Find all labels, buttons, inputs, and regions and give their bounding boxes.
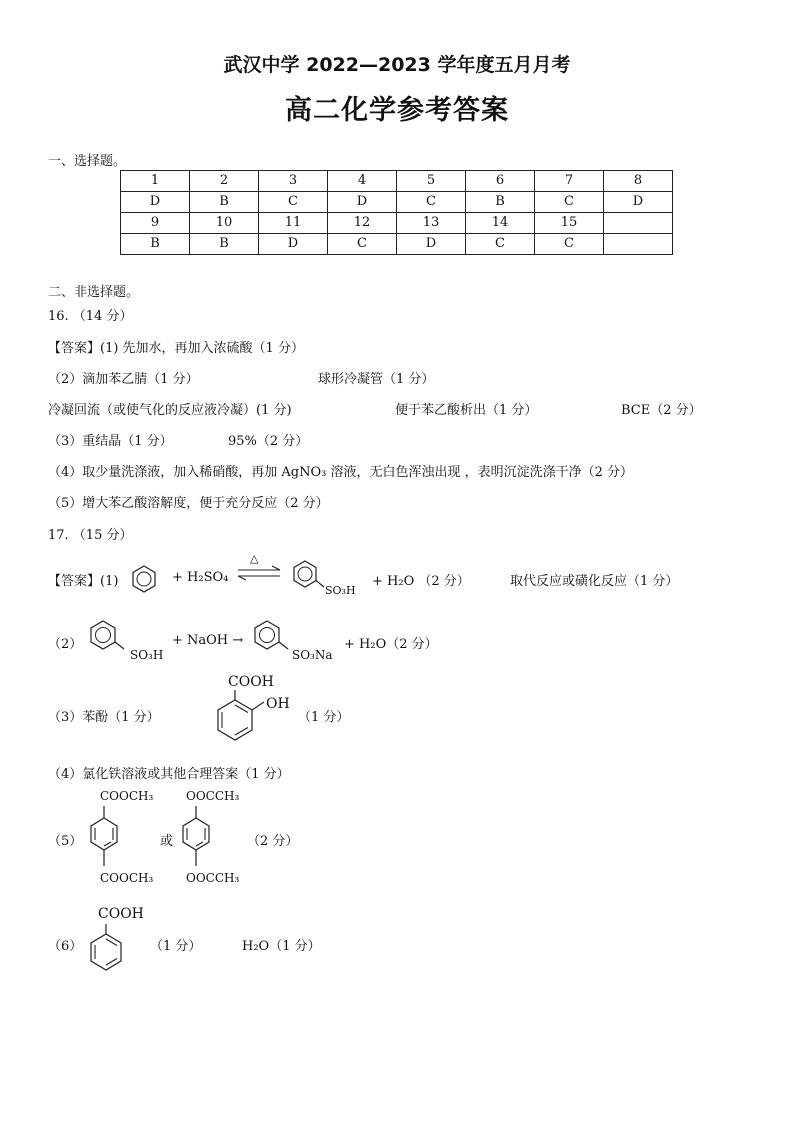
sulfonate-label: SO₃Na xyxy=(292,648,333,662)
q16-answer-3a: （3）重结晶（1 分） xyxy=(48,434,173,449)
sodium-benzenesulfonate-structure xyxy=(252,620,286,660)
q17-answer-2-reagent: + NaOH → xyxy=(172,633,244,648)
table-cell: D xyxy=(328,192,397,213)
q16-answer-2c: 冷凝回流（或使气化的反应液冷凝）(1 分) xyxy=(48,403,292,418)
table-row xyxy=(121,192,673,213)
q16-answer-5: （5）增大苯乙酸溶解度，便于充分反应（2 分） xyxy=(48,496,329,511)
q17-answer-1-reaction-type: 取代反应或磺化反应（1 分） xyxy=(510,574,679,589)
table-cell xyxy=(604,234,673,255)
q17-answer-5-score: （2 分） xyxy=(247,834,299,849)
q17-answer-1-water: + H₂O （2 分） xyxy=(372,574,470,589)
table-cell: B xyxy=(466,192,535,213)
table-row xyxy=(121,171,673,192)
q17-answer-3-score: （1 分） xyxy=(298,710,350,725)
table-cell: 7 xyxy=(535,171,604,192)
dimethyl-terephthalate-structure xyxy=(90,806,120,876)
multiple-choice-answer-table xyxy=(120,170,673,255)
table-cell: D xyxy=(259,234,328,255)
heat-condition: △ xyxy=(250,552,259,565)
table-cell: 6 xyxy=(466,171,535,192)
table-cell: C xyxy=(466,234,535,255)
table-cell: C xyxy=(328,234,397,255)
table-cell: 10 xyxy=(190,213,259,234)
q17-answer-1-prefix: 【答案】(1) xyxy=(48,574,119,589)
exam-title: 武汉中学 2022—2023 学年度五月月考 xyxy=(223,54,571,76)
table-cell: C xyxy=(535,192,604,213)
table-cell: C xyxy=(535,234,604,255)
table-row xyxy=(121,234,673,255)
q17-answer-2-water: + H₂O（2 分） xyxy=(344,637,438,652)
table-cell: B xyxy=(121,234,190,255)
table-cell: 14 xyxy=(466,213,535,234)
table-cell: D xyxy=(604,192,673,213)
q17-header: 17. （15 分） xyxy=(48,528,133,543)
or-label: 或 xyxy=(160,834,174,849)
q16-answer-2e: BCE（2 分） xyxy=(621,403,702,418)
table-cell: B xyxy=(190,234,259,255)
table-cell: C xyxy=(259,192,328,213)
benzenesulfonic-acid-structure xyxy=(292,560,322,600)
table-cell: B xyxy=(190,192,259,213)
table-cell: 1 xyxy=(121,171,190,192)
table-cell: 13 xyxy=(397,213,466,234)
q17-answer-5-prefix: （5） xyxy=(48,834,83,849)
benzenesulfonic-acid-structure xyxy=(88,620,122,660)
table-cell: 15 xyxy=(535,213,604,234)
ester-top-label-2: OOCCH₃ xyxy=(186,789,240,803)
table-cell: 5 xyxy=(397,171,466,192)
q16-answer-1: 【答案】(1) 先加水，再加入浓硫酸（1 分） xyxy=(48,341,304,356)
table-cell: D xyxy=(397,234,466,255)
q16-answer-2b: 球形冷凝管（1 分） xyxy=(318,372,435,387)
table-cell: 3 xyxy=(259,171,328,192)
reversible-arrow xyxy=(236,566,282,580)
q17-answer-3-prefix: （3）苯酚（1 分） xyxy=(48,710,160,725)
benzoic-cooh-label: COOH xyxy=(98,906,144,922)
table-cell: 12 xyxy=(328,213,397,234)
ester-bottom-label-1: COOCH₃ xyxy=(100,871,154,885)
salicylic-oh-label: OH xyxy=(266,696,290,712)
table-cell xyxy=(604,213,673,234)
hydroquinone-diacetate-structure xyxy=(182,806,212,876)
salicylic-cooh-label: COOH xyxy=(228,674,274,690)
section-multiple-choice: 一、选择题。 xyxy=(48,154,127,169)
table-cell: 2 xyxy=(190,171,259,192)
q16-answer-3b: 95%（2 分） xyxy=(228,434,309,449)
table-cell: C xyxy=(397,192,466,213)
q17-answer-4: （4）氯化铁溶液或其他合理答案（1 分） xyxy=(48,767,290,782)
section-free-response: 二、非选择题。 xyxy=(48,285,140,300)
q17-answer-6-water: H₂O（1 分） xyxy=(242,939,321,954)
table-cell: 9 xyxy=(121,213,190,234)
sulfonic-acid-label: SO₃H xyxy=(130,648,164,662)
table-row xyxy=(121,213,673,234)
q17-answer-2-prefix: （2） xyxy=(48,637,83,652)
ester-top-label-1: COOCH₃ xyxy=(100,789,154,803)
benzene-structure xyxy=(130,565,158,593)
salicylic-acid-structure xyxy=(214,690,264,750)
q17-answer-6-prefix: （6） xyxy=(48,939,83,954)
q17-answer-1-reagent: + H₂SO₄ xyxy=(172,570,229,585)
q16-header: 16. （14 分） xyxy=(48,309,133,324)
table-cell: D xyxy=(121,192,190,213)
table-cell: 11 xyxy=(259,213,328,234)
ester-bottom-label-2: OOCCH₃ xyxy=(186,871,240,885)
benzoic-acid-structure xyxy=(90,924,124,980)
q16-answer-2d: 便于苯乙酸析出（1 分） xyxy=(395,403,538,418)
q16-answer-4: （4）取少量洗涤液，加入稀硝酸，再加 AgNO₃ 溶液，无白色浑浊出现 ，表明沉淀洗涤干净（2 分） xyxy=(48,465,634,480)
answer-key-heading: 高二化学参考答案 xyxy=(285,95,509,126)
table-cell: 4 xyxy=(328,171,397,192)
q16-answer-2a: （2）滴加苯乙腈（1 分） xyxy=(48,372,199,387)
table-cell: 8 xyxy=(604,171,673,192)
q17-answer-6-score: （1 分） xyxy=(150,939,202,954)
sulfonic-group-label: SO₃H xyxy=(325,584,356,597)
